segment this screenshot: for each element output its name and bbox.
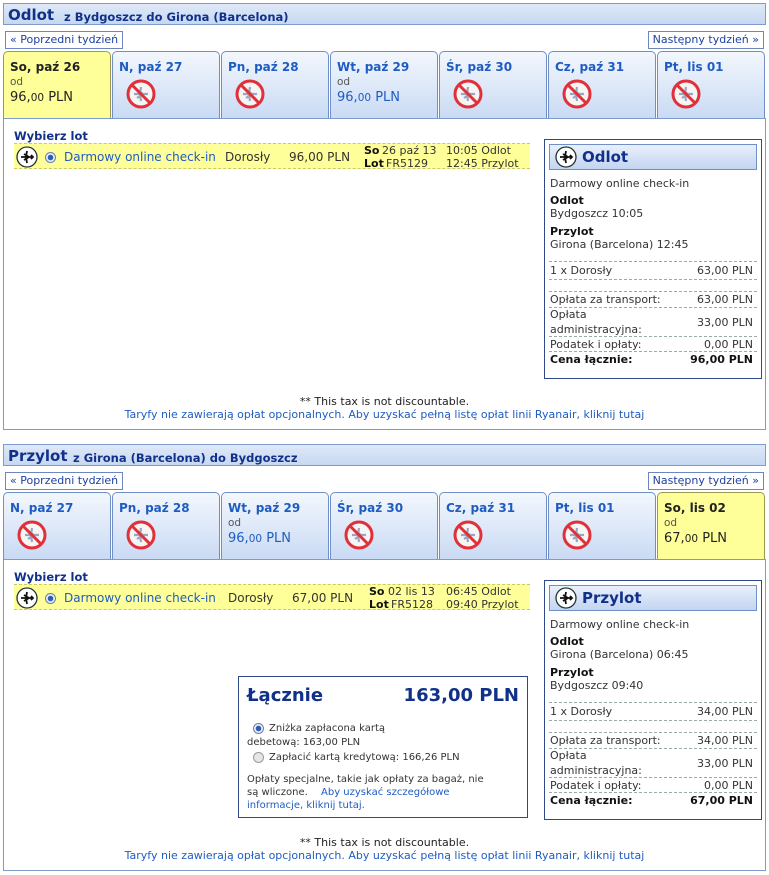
total-box [238,676,528,818]
day-tab[interactable] [3,51,111,119]
day-tab-currency: PLN [44,90,74,105]
inbound-flight-price: 67,00 PLN [292,591,354,605]
inbound-flight-number: FR5128 [391,598,433,611]
inbound-flight-row[interactable] [14,584,530,610]
day-tab-label: N, paź 27 [10,501,74,515]
outbound-summary-tax-label: Podatek i opłaty: [550,338,642,351]
inbound-summary-admin-label-1: Opłata [550,749,587,762]
day-tab-label: N, paź 27 [119,60,183,74]
no-flight-icon [234,78,266,113]
inbound-flight-radio[interactable] [45,593,56,604]
no-flight-icon [343,519,375,554]
outbound-arrival-time: 12:45 Przylot [446,157,519,170]
debit-card-radio[interactable] [253,723,264,734]
inbound-summary-checkin: Darmowy online check-in [550,618,690,631]
outbound-choose-label: Wybierz lot [14,129,88,143]
day-tab-price-cents: 00 [30,92,45,104]
total-value: 163,00 PLN [403,685,519,706]
debit-card-label-2: debetową: 163,00 PLN [247,737,361,748]
outbound-flight-day: So [364,144,380,157]
credit-card-radio[interactable] [253,752,264,763]
divider [549,702,757,703]
day-tab-label: Pt, lis 01 [555,501,615,515]
day-tab[interactable] [112,51,220,119]
day-tab-price [337,90,400,105]
inbound-flight-date: 02 lis 13 [388,585,435,598]
divider [549,351,757,352]
plane-icon [16,146,38,171]
day-tab[interactable] [439,492,547,560]
inbound-summary-arr-label: Przylot [550,666,594,679]
inbound-summary-tax-value: 0,00 PLN [704,779,753,792]
day-tab-label: So, lis 02 [664,501,726,515]
day-tab[interactable] [439,51,547,119]
inbound-next-week-button[interactable]: Następny tydzień » [648,472,764,490]
day-tab-price-cents: 00 [248,533,263,545]
day-tab-label: Pn, paź 28 [119,501,190,515]
outbound-checkin-option[interactable]: Darmowy online check-in [64,150,216,164]
inbound-tax-note: ** This tax is not discountable. [299,836,470,849]
inbound-checkin-option[interactable]: Darmowy online check-in [64,591,216,605]
divider [549,336,757,337]
divider [549,291,757,292]
no-flight-icon [561,78,593,113]
day-tab-label: Śr, paź 30 [446,60,513,74]
day-tab[interactable] [221,492,329,560]
outbound-flight-price: 96,00 PLN [289,150,351,164]
outbound-summary-transport-label: Opłata za transport: [550,293,661,306]
outbound-next-week-button[interactable]: Następny tydzień » [648,31,764,49]
outbound-summary-total-label: Cena łącznie: [550,353,633,366]
inbound-summary-box [544,580,762,820]
day-tab-label: Wt, paź 29 [337,60,410,74]
inbound-summary-transport-value: 34,00 PLN [697,734,753,747]
outbound-summary-checkin: Darmowy online check-in [550,177,690,190]
inbound-departure-time: 06:45 Odlot [446,585,511,598]
debit-card-label-1: Zniżka zapłacona kartą [269,723,385,734]
outbound-summary-total-value: 96,00 PLN [690,353,753,366]
inbound-summary-admin-label-2: administracyjna: [550,764,642,777]
inbound-flight-day: So [369,585,385,598]
day-tab[interactable] [657,51,765,119]
day-tab-price-cents: 00 [684,533,699,545]
inbound-route: z Girona (Barcelona) do Bydgoszcz [73,451,298,465]
day-tab-label: Pt, lis 01 [664,60,724,74]
day-tab-label: Śr, paź 30 [337,501,404,515]
outbound-summary-arr-value: Girona (Barcelona) 12:45 [550,238,689,251]
divider [549,279,757,280]
divider [549,777,757,778]
divider [549,732,757,733]
day-tab[interactable] [330,492,438,560]
day-tab-currency: PLN [262,531,292,546]
inbound-summary-dep-value: Girona (Barcelona) 06:45 [550,648,689,661]
outbound-summary-tax-value: 0,00 PLN [704,338,753,351]
divider [549,720,757,721]
inbound-flight-label: Lot [369,598,389,611]
day-tab-from-label: od [664,517,678,529]
outbound-flight-radio[interactable] [45,152,56,163]
day-tab-currency: PLN [371,90,401,105]
inbound-summary-total-value: 67,00 PLN [690,794,753,807]
no-flight-icon [16,519,48,554]
day-tab[interactable] [330,51,438,119]
outbound-route: z Bydgoszcz do Girona (Barcelona) [64,10,289,24]
day-tab[interactable] [221,51,329,119]
day-tab-currency: PLN [698,531,728,546]
outbound-summary-box [544,139,762,379]
day-tab[interactable] [112,492,220,560]
divider [549,261,757,262]
plane-icon [555,587,577,612]
outbound-summary-title: Odlot [582,148,629,166]
special-fees-text-2: są wliczone. [247,787,308,798]
outbound-header [3,3,766,25]
outbound-summary-admin-value: 33,00 PLN [697,316,753,329]
outbound-tax-note: ** This tax is not discountable. [299,395,470,408]
inbound-summary-dep-label: Odlot [550,635,584,648]
outbound-passenger-type: Dorosły [225,150,271,164]
inbound-choose-label: Wybierz lot [14,570,88,584]
inbound-summary-total-label: Cena łącznie: [550,794,633,807]
outbound-summary-admin-label-1: Opłata [550,308,587,321]
outbound-summary-pax-value: 63,00 PLN [697,264,753,277]
inbound-summary-tax-label: Podatek i opłaty: [550,779,642,792]
outbound-fees-link[interactable]: Taryfy nie zawierają opłat opcjonalnych. Aby uzyskać pełną listę opłat linii Ryanair, kliknij tutaj [124,408,645,421]
no-flight-icon [561,519,593,554]
inbound-summary-pax-label: 1 x Dorosły [550,705,613,718]
day-tab-label: Cz, paź 31 [555,60,625,74]
inbound-summary-admin-value: 33,00 PLN [697,757,753,770]
day-tab-price-main: 96, [337,90,358,105]
day-tab-price [228,531,291,546]
outbound-summary-dep-value: Bydgoszcz 10:05 [550,207,644,220]
outbound-flight-row[interactable] [14,143,530,169]
inbound-prev-week-button[interactable]: « Poprzedni tydzień [5,472,123,490]
plane-icon [555,146,577,171]
inbound-title: Przylot [8,447,68,465]
day-tab[interactable] [548,51,656,119]
day-tab-price-main: 67, [664,531,685,546]
outbound-summary-admin-label-2: administracyjna: [550,323,642,336]
day-tab-label: Pn, paź 28 [228,60,299,74]
inbound-summary-title: Przylot [582,589,642,607]
outbound-summary-dep-label: Odlot [550,194,584,207]
special-fees-link-2[interactable]: informacje, kliknij tutaj. [247,800,365,811]
credit-card-label: Zapłacić kartą kredytową: 166,26 PLN [269,752,460,763]
no-flight-icon [125,519,157,554]
no-flight-icon [452,78,484,113]
outbound-summary-header [549,144,757,170]
outbound-flight-date: 26 paź 13 [382,144,437,157]
day-tab-price-main: 96, [10,90,31,105]
day-tab[interactable] [657,492,765,560]
outbound-prev-week-button[interactable]: « Poprzedni tydzień [5,31,123,49]
outbound-flight-label: Lot [364,157,384,170]
day-tab-from-label: od [10,76,24,88]
outbound-summary-pax-label: 1 x Dorosły [550,264,613,277]
inbound-summary-transport-label: Opłata za transport: [550,734,661,747]
no-flight-icon [125,78,157,113]
outbound-departure-time: 10:05 Odlot [446,144,511,157]
outbound-flight-number: FR5129 [386,157,428,170]
day-tab-label: Wt, paź 29 [228,501,301,515]
outbound-title: Odlot [8,6,55,24]
inbound-summary-pax-value: 34,00 PLN [697,705,753,718]
inbound-header [3,444,766,466]
day-tab[interactable] [3,492,111,560]
outbound-summary-arr-label: Przylot [550,225,594,238]
day-tab-price [664,531,727,546]
plane-icon [16,587,38,612]
day-tab-label: Cz, paź 31 [446,501,516,515]
inbound-fees-link[interactable]: Taryfy nie zawierają opłat opcjonalnych. Aby uzyskać pełną listę opłat linii Ryanair, kliknij tutaj [124,849,645,862]
day-tab-label: So, paź 26 [10,60,81,74]
inbound-summary-header [549,585,757,611]
total-label: Łącznie [247,685,324,706]
no-flight-icon [452,519,484,554]
day-tab-from-label: od [337,76,351,88]
inbound-summary-arr-value: Bydgoszcz 09:40 [550,679,644,692]
special-fees-link-1[interactable]: Aby uzyskać szczegółowe [321,787,450,798]
day-tab-price [10,90,73,105]
special-fees-text-1: Opłaty specjalne, takie jak opłaty za bagaż, nie [247,774,484,785]
inbound-passenger-type: Dorosły [228,591,274,605]
day-tab-price-cents: 00 [357,92,372,104]
day-tab[interactable] [548,492,656,560]
no-flight-icon [670,78,702,113]
day-tab-price-main: 96, [228,531,249,546]
inbound-arrival-time: 09:40 Przylot [446,598,519,611]
day-tab-from-label: od [228,517,242,529]
divider [549,792,757,793]
outbound-summary-transport-value: 63,00 PLN [697,293,753,306]
